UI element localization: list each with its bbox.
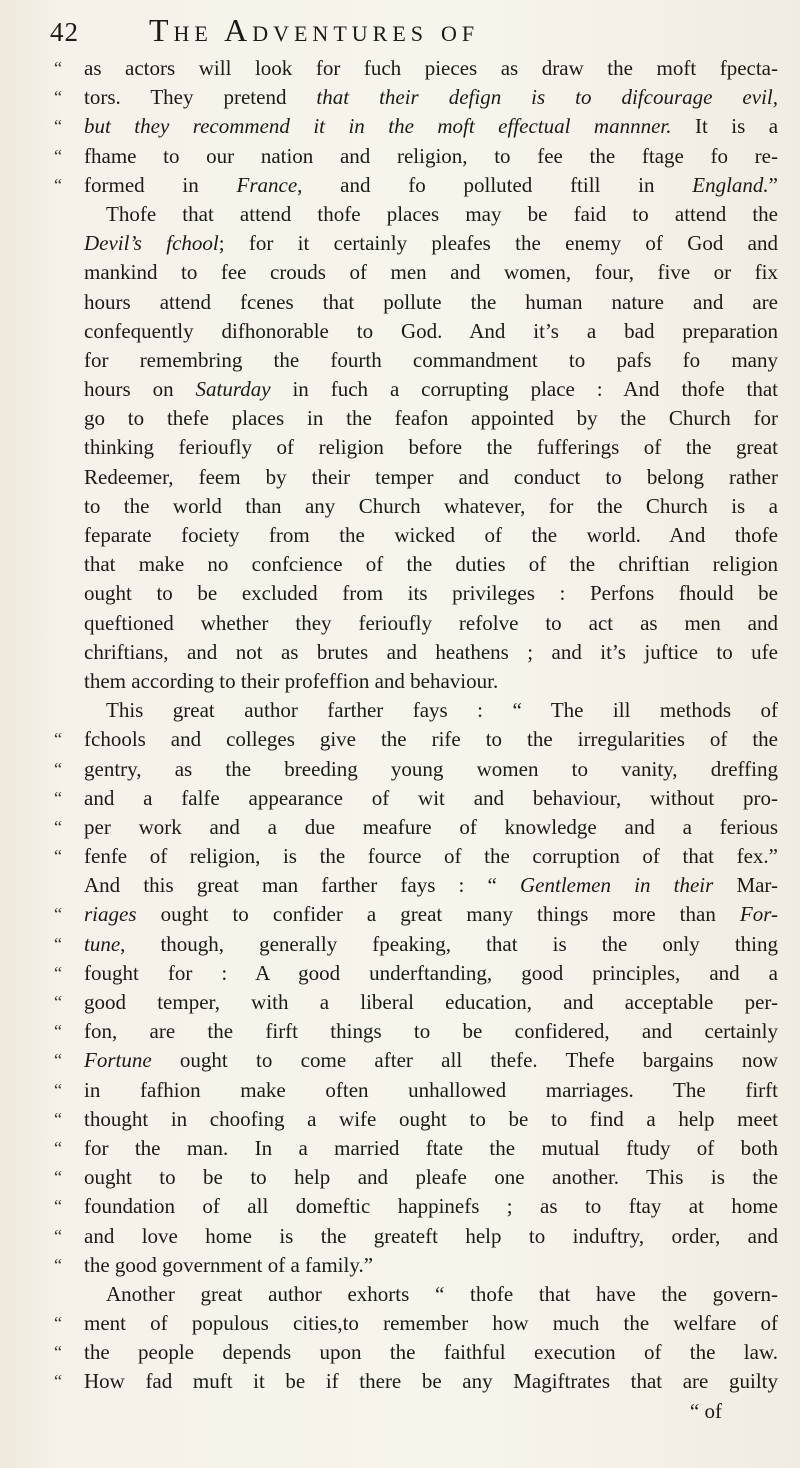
page-header	[50, 12, 760, 52]
text-segment: mankind to fee crouds of men and women, four, five or fix	[84, 260, 778, 285]
text-segment: formed in	[84, 172, 237, 197]
text-line	[0, 1076, 800, 1105]
text-segment: ment of populous cities,to remember how much the welfare of	[84, 1311, 778, 1336]
quote-mark: “	[54, 1079, 62, 1100]
italic-text: Devil’s fchool	[84, 231, 219, 256]
italic-text: Saturday	[195, 377, 271, 402]
quote-mark: “	[54, 87, 62, 108]
italic-text: Fortune	[84, 1048, 152, 1073]
italic-text: riages	[84, 902, 137, 927]
quote-mark: “	[54, 1137, 62, 1158]
text-line	[0, 1280, 800, 1309]
italic-text: For-	[739, 902, 778, 927]
text-segment: in fuch a corrupting place : And thofe that	[270, 377, 778, 402]
text-line	[0, 229, 800, 258]
text-line	[0, 463, 800, 492]
italic-text: tune	[84, 931, 121, 956]
text-line	[0, 200, 800, 229]
text-line	[0, 755, 800, 784]
quote-mark: “	[54, 1196, 62, 1217]
text-line	[0, 1017, 800, 1046]
text-segment: chriftians, and not as brutes and heathens ; and it’s juftice to ufe	[84, 639, 778, 664]
text-line	[0, 433, 800, 462]
quote-mark: “	[54, 992, 62, 1012]
text-segment: ought to come after all thefe. Thefe bargains now	[151, 1048, 778, 1073]
body-text	[0, 54, 800, 1426]
text-segment: And this great man farther fays : “	[84, 873, 520, 898]
text-line	[0, 288, 800, 317]
text-segment: to the world than any Church whatever, for the Church is a	[84, 493, 778, 518]
text-segment: This great author farther fays : “ The ill methods of	[106, 698, 778, 723]
text-segment: that make no confcience of the duties of the chriftian religion	[84, 552, 778, 577]
text-segment: foundation of all domeftic happinefs ; as to ftay at home	[84, 1194, 778, 1219]
text-line	[0, 1105, 800, 1134]
text-segment: good temper, with a liberal education, and acceptable per-	[84, 990, 778, 1014]
text-segment: ought to confider a great many things more than	[136, 902, 740, 927]
quote-mark: “	[54, 816, 62, 837]
italic-text: Gentlemen in their	[520, 873, 714, 898]
text-segment: ”	[768, 172, 778, 197]
quote-mark: “	[54, 758, 62, 779]
text-segment: thought in choofing a wife ought to be to find a help meet	[84, 1106, 778, 1131]
text-segment: fenfe of religion, is the fource of the corruption of that fex.”	[84, 844, 778, 869]
quote-mark: “	[54, 116, 62, 137]
text-line	[0, 1222, 800, 1251]
text-segment: fought for : A good underftanding, good principles, and a	[84, 960, 778, 985]
text-segment: thinking ferioufly of religion before the fufferings of the great	[84, 435, 778, 460]
text-line	[0, 638, 800, 667]
quote-mark: “	[54, 933, 62, 954]
text-line	[0, 696, 800, 725]
text-segment: queftioned whether they ferioufly refolve to act as men and	[84, 610, 778, 635]
text-segment: Mar-	[713, 873, 778, 898]
text-line	[0, 1338, 800, 1367]
text-line	[0, 871, 800, 900]
text-segment: them according to their profeffion and behaviour.	[84, 668, 499, 693]
text-segment: feparate fociety from the wicked of the world. And thofe	[84, 523, 778, 547]
text-line	[0, 1309, 800, 1338]
text-line	[0, 492, 800, 521]
text-line	[0, 725, 800, 754]
quote-mark: “	[54, 962, 62, 983]
text-line	[0, 550, 800, 579]
quote-mark: “	[54, 174, 62, 195]
text-line	[0, 112, 800, 141]
text-segment: confequently difhonorable to God. And it’s a bad preparation	[84, 318, 778, 343]
text-line	[0, 1134, 800, 1163]
text-line	[0, 404, 800, 433]
text-segment: for the man. In a married ftate the mutual ftudy of both	[84, 1135, 778, 1160]
text-line	[0, 1251, 800, 1280]
text-line	[0, 1192, 800, 1221]
text-line	[0, 930, 800, 959]
text-line	[0, 317, 800, 346]
italic-text: England.	[692, 172, 769, 197]
text-line	[0, 346, 800, 375]
quote-mark: “	[54, 1313, 62, 1334]
text-segment: How fad muft it be if there be any Magiftrates that are guilty	[84, 1369, 778, 1394]
text-segment: tors. They pretend	[84, 85, 317, 110]
quote-mark: “	[54, 145, 62, 166]
text-segment: go to thefe places in the feafon appointed by the Church for	[84, 406, 778, 431]
text-line	[0, 83, 800, 112]
text-segment: Thofe that attend thofe places may be faid to attend the	[106, 201, 778, 226]
text-segment: as actors will look for fuch pieces as draw the moft fpecta-	[84, 56, 778, 80]
text-line	[0, 1367, 800, 1396]
quote-mark: “	[54, 1108, 62, 1129]
catchword: “ of	[689, 1398, 722, 1423]
text-segment: fchools and colleges give the rife to the irregularities of the	[84, 727, 778, 752]
quote-mark: “	[54, 1050, 62, 1071]
text-segment: It is a	[671, 114, 779, 139]
text-segment: hours attend fcenes that pollute the human nature and are	[84, 289, 778, 314]
text-segment: ought to be excluded from its privileges : Perfons fhould be	[84, 581, 778, 606]
text-line	[0, 959, 800, 988]
quote-mark: “	[54, 1371, 62, 1392]
text-line	[0, 521, 800, 550]
quote-mark: “	[54, 1021, 62, 1042]
quote-mark: “	[54, 846, 62, 867]
italic-text: but they recommend it in the moft effectual mannner.	[84, 114, 672, 139]
text-segment: for remembring the fourth commandment to pafs fo many	[84, 347, 778, 372]
text-segment: , and fo polluted ftill in	[297, 172, 693, 197]
text-line	[0, 1163, 800, 1192]
text-line	[0, 54, 800, 83]
text-line	[0, 579, 800, 608]
text-line	[0, 784, 800, 813]
text-line	[0, 988, 800, 1017]
italic-text: France	[236, 172, 298, 197]
quote-mark: “	[54, 1254, 62, 1275]
page-number: 42	[50, 17, 79, 47]
quote-mark: “	[54, 729, 62, 750]
text-line	[0, 375, 800, 404]
text-segment: ought to be to help and pleafe one another. This is the	[84, 1165, 778, 1190]
text-segment: Redeemer, feem by their temper and conduct to belong rather	[84, 464, 778, 489]
text-segment: , though, generally fpeaking, that is the only thing	[120, 931, 778, 956]
text-line	[0, 667, 800, 696]
text-segment: and a falfe appearance of wit and behaviour, without pro-	[84, 785, 778, 810]
text-line	[0, 171, 800, 200]
text-segment: fon, are the firft things to be confidered, and certainly	[84, 1019, 778, 1044]
text-line	[0, 1046, 800, 1075]
text-segment: and love home is the greateft help to induftry, order, and	[84, 1223, 778, 1248]
text-line	[0, 142, 800, 171]
text-segment: fhame to our nation and religion, to fee the ftage fo re-	[84, 143, 778, 168]
text-segment: the good government of a family.”	[84, 1252, 374, 1277]
quote-mark: “	[54, 1225, 62, 1246]
text-segment: in fafhion make often unhallowed marriages. The firft	[84, 1077, 778, 1102]
quote-mark: “	[54, 58, 62, 78]
text-segment: gentry, as the breeding young women to vanity, dreffing	[84, 756, 778, 781]
quote-mark: “	[54, 1342, 62, 1363]
text-segment: hours on	[84, 377, 196, 402]
text-line	[0, 842, 800, 871]
italic-text: that their defign is to difcourage evil,	[316, 85, 778, 110]
quote-mark: “	[54, 787, 62, 808]
running-title: The Adventures of	[149, 12, 480, 48]
text-segment: the people depends upon the faithful execution of the law.	[84, 1340, 778, 1365]
text-segment: per work and a due meafure of knowledge and a ferious	[84, 814, 778, 839]
text-segment: ; for it certainly pleafes the enemy of God and	[218, 231, 778, 256]
quote-mark: “	[54, 904, 62, 925]
text-line	[0, 900, 800, 929]
text-line	[0, 609, 800, 638]
text-line	[0, 258, 800, 287]
text-segment: Another great author exhorts “ thofe that have the govern-	[106, 1281, 778, 1306]
quote-mark: “	[54, 1167, 62, 1188]
text-line	[0, 813, 800, 842]
